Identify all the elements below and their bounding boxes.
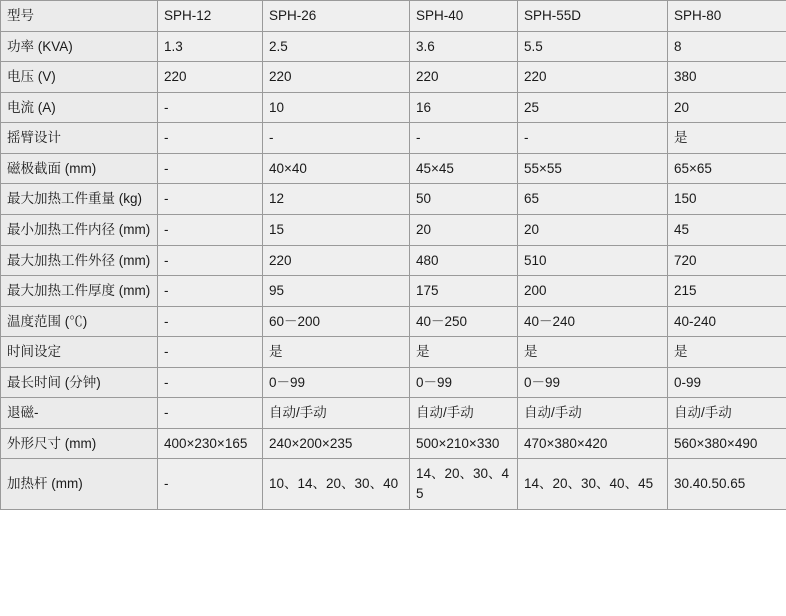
row-label: 最长时间 (分钟) bbox=[1, 367, 158, 398]
row-cell: 自动/手动 bbox=[263, 398, 410, 429]
row-cell: 0-99 bbox=[668, 367, 786, 398]
row-cell: - bbox=[158, 123, 263, 154]
table-row bbox=[1, 459, 786, 509]
table-row bbox=[1, 306, 786, 337]
row-cell: 50 bbox=[410, 184, 518, 215]
row-cell: 470×380×420 bbox=[518, 428, 668, 459]
row-cell: 175 bbox=[410, 276, 518, 307]
row-label: 加热杆 (mm) bbox=[1, 459, 158, 509]
row-label: 电压 (V) bbox=[1, 62, 158, 93]
column-header-model: 型号 bbox=[1, 1, 158, 32]
row-cell: - bbox=[158, 459, 263, 509]
row-cell: 40×40 bbox=[263, 153, 410, 184]
row-cell: 自动/手动 bbox=[410, 398, 518, 429]
row-cell: 15 bbox=[263, 214, 410, 245]
row-cell: 720 bbox=[668, 245, 786, 276]
row-cell: 是 bbox=[668, 123, 786, 154]
row-cell: 0－99 bbox=[263, 367, 410, 398]
row-cell: - bbox=[158, 214, 263, 245]
table-row bbox=[1, 428, 786, 459]
row-cell: 自动/手动 bbox=[668, 398, 786, 429]
row-cell: - bbox=[158, 184, 263, 215]
row-cell: 380 bbox=[668, 62, 786, 93]
table-header-row bbox=[1, 1, 786, 32]
row-cell: - bbox=[158, 337, 263, 368]
table-row bbox=[1, 184, 786, 215]
row-cell: 480 bbox=[410, 245, 518, 276]
row-cell: 20 bbox=[668, 92, 786, 123]
row-cell: 8 bbox=[668, 31, 786, 62]
column-header-sph26: SPH-26 bbox=[263, 1, 410, 32]
row-cell: - bbox=[518, 123, 668, 154]
row-cell: 10 bbox=[263, 92, 410, 123]
row-cell: 220 bbox=[518, 62, 668, 93]
row-cell: 400×230×165 bbox=[158, 428, 263, 459]
row-cell: 560×380×490 bbox=[668, 428, 786, 459]
row-cell: 是 bbox=[263, 337, 410, 368]
row-label: 摇臂设计 bbox=[1, 123, 158, 154]
row-cell: 40－250 bbox=[410, 306, 518, 337]
table-row bbox=[1, 398, 786, 429]
row-cell: - bbox=[158, 153, 263, 184]
row-cell: 40-240 bbox=[668, 306, 786, 337]
row-cell: 20 bbox=[410, 214, 518, 245]
row-cell: 200 bbox=[518, 276, 668, 307]
row-cell: 1.3 bbox=[158, 31, 263, 62]
row-cell: 150 bbox=[668, 184, 786, 215]
row-cell: 10、14、20、30、40 bbox=[263, 459, 410, 509]
row-cell: 5.5 bbox=[518, 31, 668, 62]
table-row bbox=[1, 367, 786, 398]
table-row bbox=[1, 214, 786, 245]
table-row bbox=[1, 31, 786, 62]
row-cell: 220 bbox=[158, 62, 263, 93]
row-label: 时间设定 bbox=[1, 337, 158, 368]
row-cell: 220 bbox=[263, 62, 410, 93]
row-label: 功率 (KVA) bbox=[1, 31, 158, 62]
table-row bbox=[1, 123, 786, 154]
row-label: 温度范围 (℃) bbox=[1, 306, 158, 337]
table-row bbox=[1, 92, 786, 123]
row-cell: 65 bbox=[518, 184, 668, 215]
row-cell: - bbox=[158, 276, 263, 307]
row-cell: 是 bbox=[518, 337, 668, 368]
row-cell: - bbox=[158, 398, 263, 429]
row-label: 最大加热工件重量 (kg) bbox=[1, 184, 158, 215]
row-cell: 500×210×330 bbox=[410, 428, 518, 459]
table-row bbox=[1, 337, 786, 368]
column-header-sph80: SPH-80 bbox=[668, 1, 786, 32]
row-cell: - bbox=[158, 306, 263, 337]
row-cell: 65×65 bbox=[668, 153, 786, 184]
row-label: 最大加热工件外径 (mm) bbox=[1, 245, 158, 276]
row-cell: 0－99 bbox=[518, 367, 668, 398]
row-cell: 自动/手动 bbox=[518, 398, 668, 429]
row-cell: 16 bbox=[410, 92, 518, 123]
row-cell: - bbox=[263, 123, 410, 154]
column-header-sph40: SPH-40 bbox=[410, 1, 518, 32]
row-cell: 14、20、30、45 bbox=[410, 459, 518, 509]
row-cell: 220 bbox=[263, 245, 410, 276]
table-row bbox=[1, 276, 786, 307]
row-cell: 95 bbox=[263, 276, 410, 307]
table-body bbox=[1, 1, 786, 510]
row-cell: 45 bbox=[668, 214, 786, 245]
row-cell: - bbox=[410, 123, 518, 154]
row-cell: 是 bbox=[410, 337, 518, 368]
row-cell: - bbox=[158, 92, 263, 123]
row-label: 退磁- bbox=[1, 398, 158, 429]
column-header-sph55d: SPH-55D bbox=[518, 1, 668, 32]
table-row bbox=[1, 153, 786, 184]
row-cell: 20 bbox=[518, 214, 668, 245]
row-cell: 14、20、30、40、45 bbox=[518, 459, 668, 509]
row-cell: 3.6 bbox=[410, 31, 518, 62]
row-label: 最小加热工件内径 (mm) bbox=[1, 214, 158, 245]
row-label: 外形尺寸 (mm) bbox=[1, 428, 158, 459]
row-cell: 240×200×235 bbox=[263, 428, 410, 459]
row-cell: 2.5 bbox=[263, 31, 410, 62]
row-cell: - bbox=[158, 367, 263, 398]
row-cell: 220 bbox=[410, 62, 518, 93]
row-cell: 是 bbox=[668, 337, 786, 368]
row-label: 电流 (A) bbox=[1, 92, 158, 123]
row-cell: 0－99 bbox=[410, 367, 518, 398]
row-cell: 45×45 bbox=[410, 153, 518, 184]
row-cell: 12 bbox=[263, 184, 410, 215]
row-cell: 215 bbox=[668, 276, 786, 307]
row-cell: 30.40.50.65 bbox=[668, 459, 786, 509]
row-cell: 25 bbox=[518, 92, 668, 123]
table-row bbox=[1, 245, 786, 276]
table-row bbox=[1, 62, 786, 93]
row-cell: 55×55 bbox=[518, 153, 668, 184]
row-cell: - bbox=[158, 245, 263, 276]
row-label: 磁极截面 (mm) bbox=[1, 153, 158, 184]
row-cell: 40－240 bbox=[518, 306, 668, 337]
row-label: 最大加热工件厚度 (mm) bbox=[1, 276, 158, 307]
row-cell: 60－200 bbox=[263, 306, 410, 337]
row-cell: 510 bbox=[518, 245, 668, 276]
column-header-sph12: SPH-12 bbox=[158, 1, 263, 32]
